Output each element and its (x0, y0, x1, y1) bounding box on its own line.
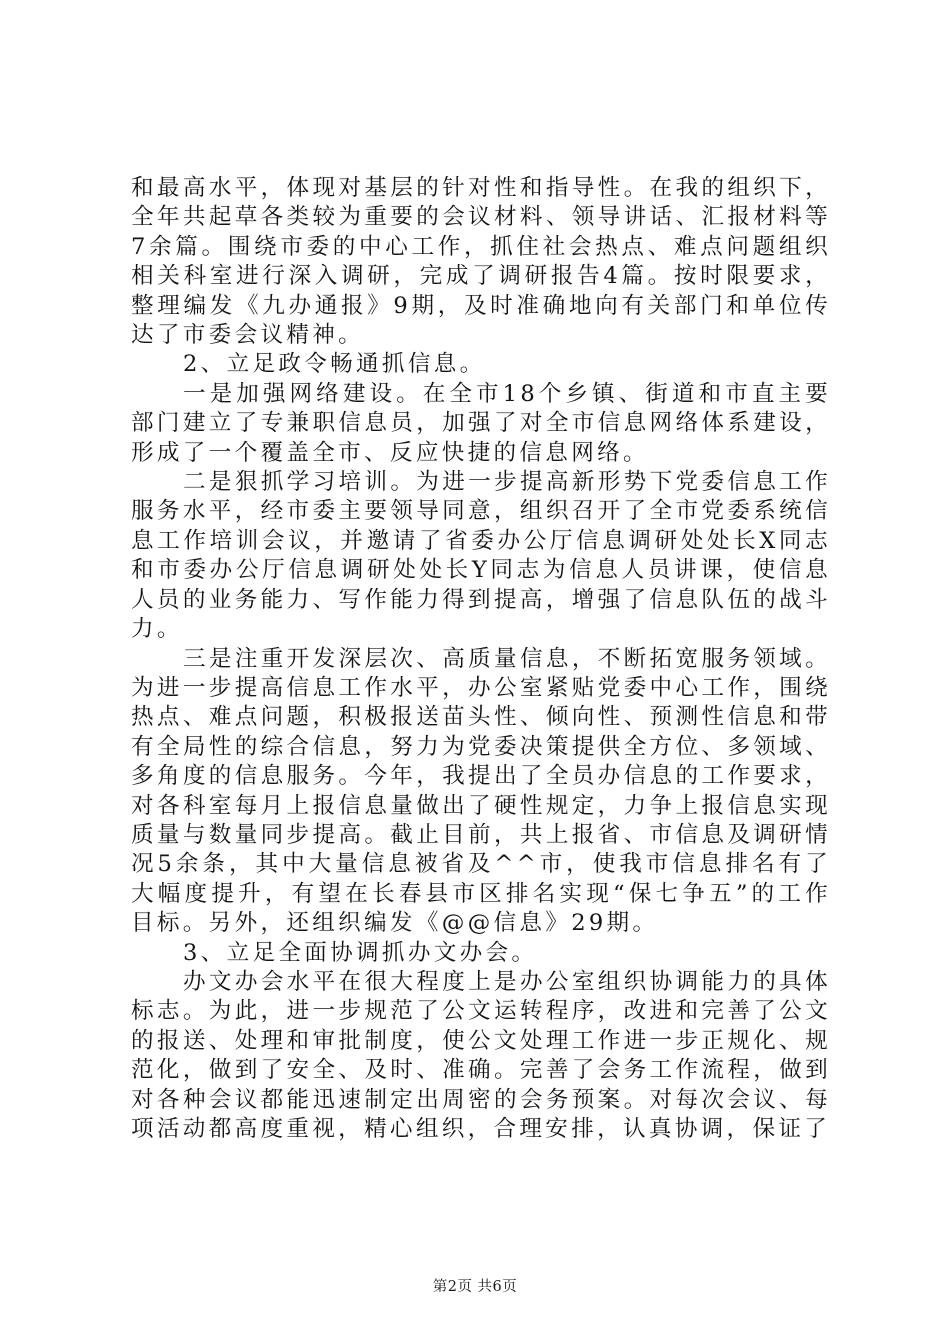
paragraph-deep-information: 三是注重开发深层次、高质量信息，不断拓宽服务领域。为进一步提高信息工作水平，办公室紧贴党委中心工作，围绕热点、难点问题，积极报送苗头性、倾向性、预测性信息和带有全局性的综合信息，努力为党委决策提供全方位、多领域、多角度的信息服务。今年，我提出了全员办信息的工作要求，对各科室每月上报信息量做出了硬性规定，力争上报信息实现质量与数量同步提高。截止目前，共上报省、市信息及调研情况5余条，其中大量信息被省及^^市，使我市信息排名有了大幅度提升，有望在长春县市区排名实现“保七争五”的工作目标。另外，还组织编发《@@信息》29期。 (131, 645, 831, 937)
section-heading-documents-meetings: 3、立足全面协调抓办文办会。 (183, 939, 538, 966)
paragraph-documents-meetings: 办文办会水平在很大程度上是办公室组织协调能力的具体标志。为此，进一步规范了公文运转程序，改进和完善了公文的报送、处理和审批制度，使公文处理工作进一步正规化、规范化，做到了安全、及时、准确。完善了会务工作流程，做到对各种会议都能迅速制定出周密的会务预案。对每次会议、每项活动都高度重视，精心组织，合理安排，认真协调，保证了 (131, 968, 831, 1142)
paragraph-network-building: 一是加强网络建设。在全市18个乡镇、街道和市直主要部门建立了专兼职信息员，加强了对全市信息网络体系建设，形成了一个覆盖全市、反应快捷的信息网络。 (131, 380, 831, 466)
section-heading-information: 2、立足政令畅通抓信息。 (183, 351, 486, 378)
document-body (131, 174, 831, 1144)
paragraph-continuation: 和最高水平，体现对基层的针对性和指导性。在我的组织下，全年共起草各类较为重要的会议材料、领导讲话、汇报材料等7余篇。围绕市委的中心工作，抓住社会热点、难点问题组织相关科室进行深入调研，完成了调研报告4篇。按时限要求，整理编发《九办通报》9期，及时准确地向有关部门和单位传达了市委会议精神。 (131, 175, 831, 349)
paragraph-training: 二是狠抓学习培训。为进一步提高新形势下党委信息工作服务水平，经市委主要领导同意，组织召开了全市党委系统信息工作培训会议，并邀请了省委办公厅信息调研处处长X同志和市委办公厅信息调研处处长Y同志为信息人员讲课，使信息人员的业务能力、写作能力得到提高，增强了信息队伍的战斗力。 (131, 469, 831, 643)
page-number-footer: 第2页 共6页 (432, 1279, 518, 1295)
